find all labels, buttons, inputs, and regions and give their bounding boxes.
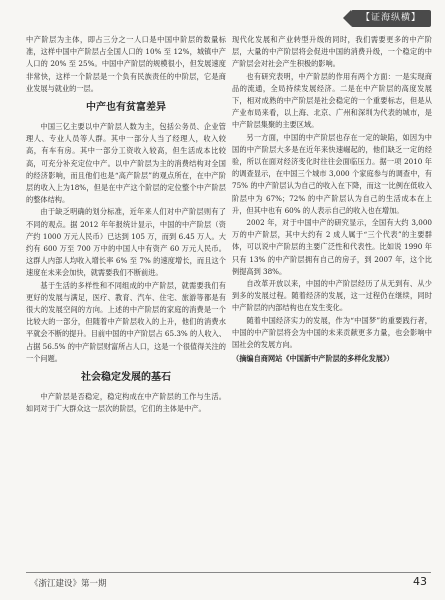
source-note: （摘编自商网站《中国新中产阶层的多样化发展》） [232, 354, 394, 364]
paragraph: 基于生活的多样性和不同组成的中产阶层，就需要我们有更好的发展与满足，医疗、教育、汽车、住宅、旅游等都是有很大的发展空间的方向。上述的中产阶层的家庭的消费是一个比较大的一部分，但随着中产阶层收入的上升，他们的消费水平就会不断的提升。目前中国的中产阶层占 65.3% 的人收入、占据 56.5% 的中产阶层财富所占人口，这是一个很值得关注的一个问题。 [26, 280, 226, 363]
page-number: 43 [413, 575, 427, 588]
paragraph: 自改革开放以来，中国的中产阶层经历了从无到有、从少到多的发展过程。随着经济的发展，这一过程仍在继续，同时中产阶层的内部结构也在发生变化。 [232, 279, 432, 313]
paragraph: 2002 年，对于中国中产的研究显示，全国有大约 3,000 万的中产阶层，其中大约有 2 成人属于“三个代表”的主要群体，可以说中产阶层的主要广泛性和代表性。比如说 1990 年只有 13% 的中产阶层拥有自己的房子，到 2007 年，这个比例提高到 38%。 [232, 218, 432, 276]
subheading: 中产也有贫富差异 [86, 102, 166, 114]
left-column [26, 34, 226, 415]
paragraph: 现代化发展和产业转型升级的同时，我们需要更多的中产阶层，大量的中产阶层将会促进中国的消费升级，一个稳定的中产阶层会对社会产生积极的影响。 [232, 35, 432, 69]
footer-divider [26, 572, 431, 573]
paragraph: 另一方面，中国的中产阶层也存在一定的缺陷，如因为中国的中产阶层大多是在近年来快速崛起的，他们缺乏一定的经验，所以在面对经济变化时往往会面临压力。据一项 2010 年的调查显示，在中国三个城市 3,000 个家庭参与的调查中，有 75% 的中产阶层认为自己的收入在下降，而这一比例在低收入阶层中为 67%；72% 的中产阶层认为自己的生活成本在上升，但其中也有 60% 的人表示自己的收入也在增加。 [232, 132, 432, 215]
paragraph: 随着中国经济实力的发展，作为“中国梦”的重要践行者，中国的中产阶层将会为中国的未来贡献更多力量，也会影响中国社会的发展方向。 [232, 315, 432, 350]
paragraph: 由于缺乏明确的划分标准，近年来人们对中产阶层则有了不同的观点。据 2012 年年报统计显示，中国的中产阶层（资产约 1000 万元人民币）已达到 105 万，而到 6.45 万人。大约有 600 万至 700 万中的中国人中有资产 60 万元人民币。这群人内部人均收入增长率 6% 至 7% 的速度增长，而且这个速度在未来会加快，就需要我们不断前进。 [26, 207, 226, 278]
paragraph: 中产阶层是否稳定，稳定构成在中产阶层的工作与生活。如同对于广大群众这一层次的阶层，它们的主体是中产。 [26, 392, 226, 414]
paragraph: 中产阶层为主体，即占三分之一人口是中国中阶层的数量标准，这样中国中产阶层占全国人口的 10% 至 12%，城镇中产人口的 20% 至 25%。中国中产阶层的规模很小，但发展速度非常快，这样一个阶层是一个负有民族责任的中阶层，它是商业发展与就业的一层。 [26, 35, 226, 93]
section-tag: 【证海纵横】 [351, 10, 431, 27]
paragraph: 中国三亿主要以中产阶层人数为主，包括公务员、企业管理人、专业人员等人群。其中一部分人当了经理人，收入较高，有车有房。其中一部分工资收入较高，但生活成本比较高，可充分补充定位中产。以中产阶层为主的消费结构对全国的经济影响，而且他们也是“高产阶层”的观点所在，在中产阶层的收入上为18%，但是在中产这个阶层的定位整个中产阶层的整体结构。 [26, 122, 226, 205]
subheading: 社会稳定发展的基石 [81, 372, 171, 384]
paragraph: 也有研究表明，中产阶层的作用有两个方面：一是实现商品的流通，全局持续发展经济。二是在中产阶层的高度发展下，相对成熟的中产阶层是社会稳定的一个重要标志，但是从产业布局来看，以上海、北京、广州和深圳为代表的城市，是中产阶层集聚的主要区域。 [232, 71, 432, 130]
journal-name: 《浙江建设》第一期 [30, 579, 107, 589]
right-column [232, 34, 432, 365]
